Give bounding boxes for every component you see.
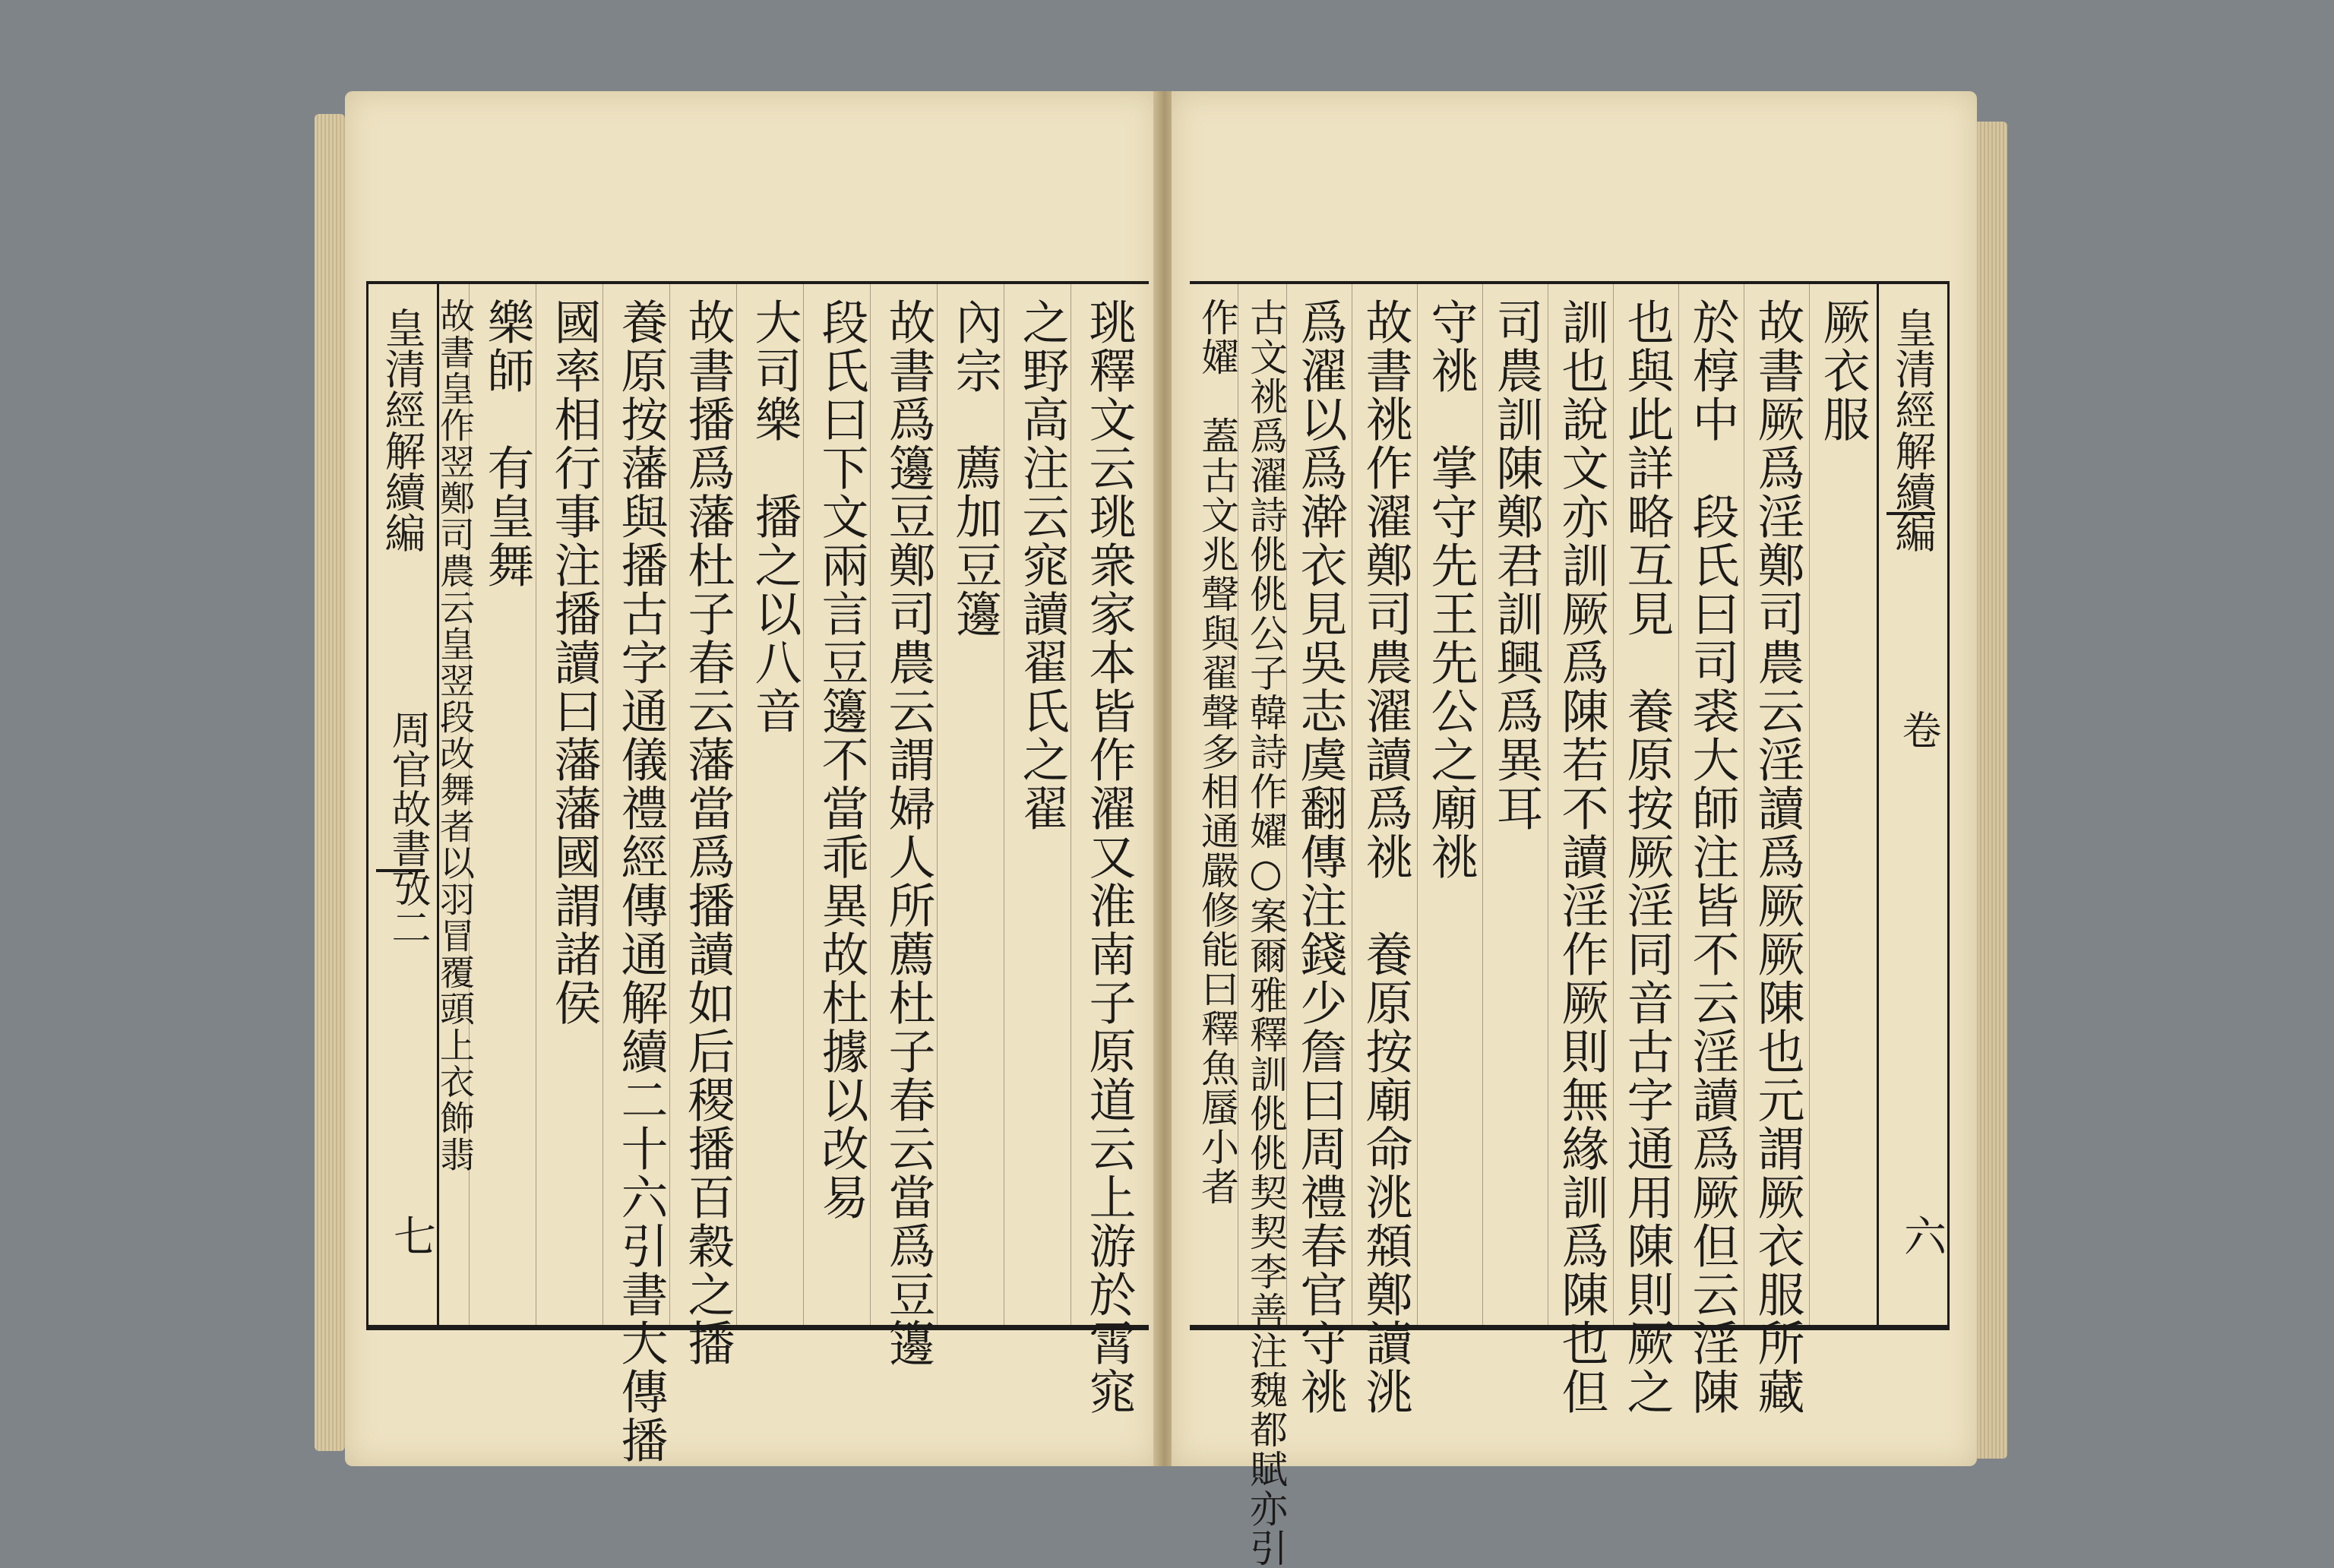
text-column: 養原按藩與播古字通儀禮經傳通解續二十六引書大傳播 (613, 298, 669, 1465)
text-column: 也與此詳略互見 養原按厥淫同音古字通用陳則厥之 (1619, 298, 1675, 1416)
text-column: 故書厥爲淫鄭司農云淫讀爲厥厥陳也元謂厥衣服所藏 (1750, 298, 1805, 1416)
folio-number: 七 (387, 1214, 436, 1257)
text-column: 故書爲籩豆鄭司農云謂婦人所薦杜子春云當爲豆籩 (881, 298, 936, 1367)
text-column: 爲濯以爲澣衣見吳志虞翻傳注錢少詹曰周禮春官守祧 (1292, 298, 1348, 1416)
text-column: 大司樂 播之以八音 (747, 298, 802, 735)
text-column: 厥衣服 (1815, 298, 1871, 444)
banxin-section: 卷 (1895, 710, 1940, 749)
folio-number: 六 (1897, 1214, 1947, 1257)
banxin-section: 周官故書攷二 (384, 710, 430, 947)
left-banxin (366, 284, 439, 1325)
text-column: 守祧 掌守先王先公之廟祧 (1423, 298, 1479, 881)
text-column: 故書播爲藩杜子春云藩當爲播讀如后稷播百穀之播 (680, 298, 735, 1367)
text-column: 訓也說文亦訓厥爲陳若不讀淫作厥則無緣訓爲陳也但 (1554, 298, 1609, 1416)
text-column: 故書祧作濯鄭司農濯讀爲祧 養原按廟命洮頮鄭讀洮 (1358, 298, 1413, 1416)
text-column: 內宗 薦加豆籩 (947, 298, 1003, 638)
text-column: 故書皇作翌鄭司農云皇翌段改舞者以羽冒覆頭上衣飾翡 (435, 298, 476, 1173)
banxin-title: 皇清經解續編 (378, 307, 426, 553)
right-page (1172, 91, 1977, 1568)
right-banxin (1877, 284, 1950, 1325)
text-column: 於椁中 段氏曰司裘大師注皆不云淫讀爲厥但云淫陳 (1684, 298, 1740, 1416)
page-edges-right (1974, 122, 2007, 1459)
text-column: 珧釋文云珧衆家本皆作濯又淮南子原道云上游於霄窕 (1081, 298, 1137, 1416)
banxin-title: 皇清經解續編 (1889, 307, 1937, 553)
left-page (345, 91, 1158, 1466)
text-column: 古文祧爲濯詩佻佻公子韓詩作嬥○案爾雅釋訓佻佻契契李善注魏都賦亦引 (1244, 298, 1288, 1568)
text-column: 司農訓陳鄭君訓興爲異耳 (1488, 298, 1544, 833)
left-text-frame (366, 281, 1149, 1465)
text-column: 樂師 有皇舞 (479, 298, 535, 590)
open-book (333, 91, 1989, 1568)
text-column: 之野高注云窕讀翟氏之翟 (1014, 298, 1070, 833)
text-column: 段氏曰下文兩言豆籩不當乖異故杜據以改易 (814, 298, 869, 1222)
text-column: 作嬥 蓋古文兆聲與翟聲多相通嚴修能曰釋魚蜃小者 (1195, 298, 1239, 1206)
page-edges-left (315, 114, 345, 1451)
text-column: 國率相行事注播讀曰藩藩國謂諸侯 (546, 298, 602, 1027)
right-text-frame (1190, 281, 1950, 1568)
